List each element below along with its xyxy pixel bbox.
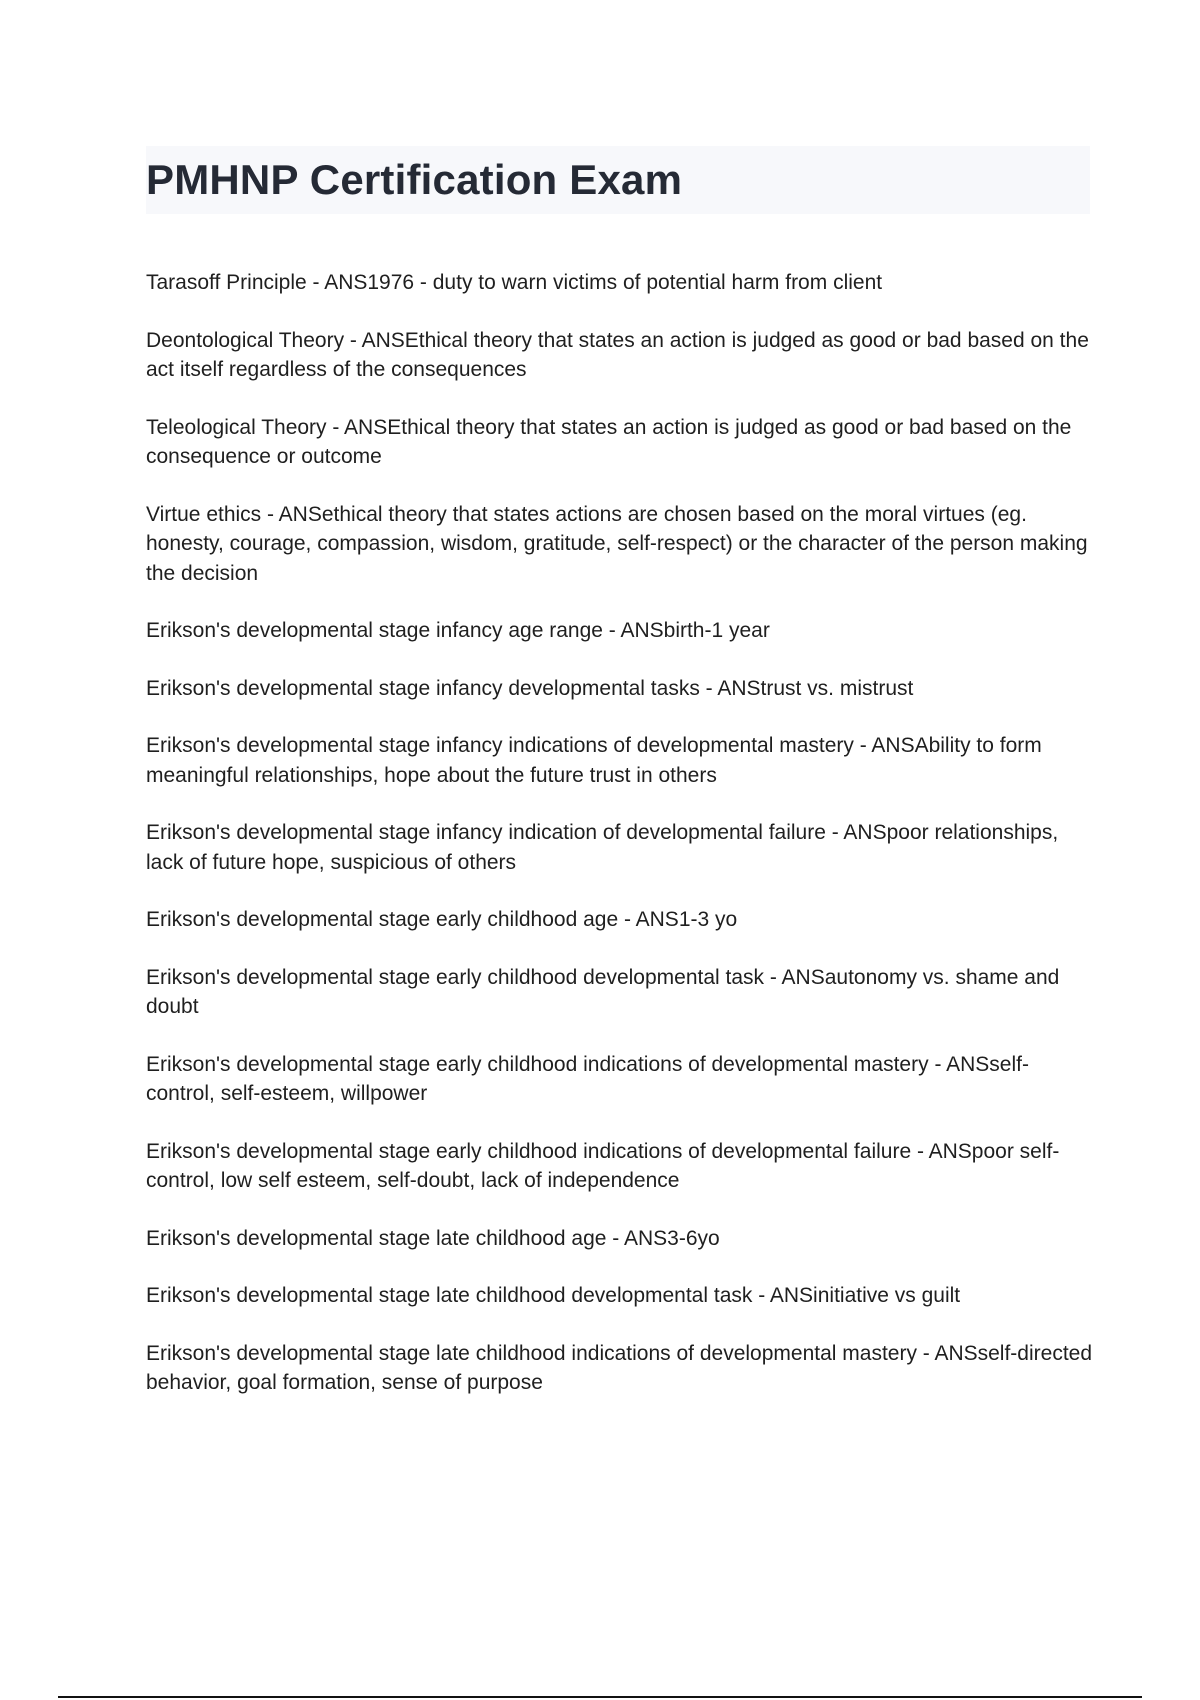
footer-divider: [58, 1696, 1142, 1698]
flashcard-entry-virtue-ethics: Virtue ethics - ANSethical theory that states actions are chosen based on the moral virtues (eg. honesty, courage, compassion, wisdom, gratitude, self-respect) or the character of the person making the decision: [146, 502, 1088, 585]
flashcard-entry-teleological: Teleological Theory - ANSEthical theory that states an action is judged as good or bad based on the consequence or outcome: [146, 415, 1072, 468]
flashcard-entry-early-childhood-task: Erikson's developmental stage early childhood developmental task - ANSautonomy vs. shame and doubt: [146, 965, 1060, 1018]
flashcard-entry-infancy-age: Erikson's developmental stage infancy age range - ANSbirth-1 year: [146, 619, 770, 642]
flashcard-entry-deontological: Deontological Theory - ANSEthical theory that states an action is judged as good or bad based on the act itself regardless of the consequences: [146, 328, 1089, 381]
flashcard-entry-infancy-task: Erikson's developmental stage infancy developmental tasks - ANStrust vs. mistrust: [146, 676, 914, 700]
page-title: PMHNP Certification Exam: [146, 156, 683, 203]
flashcard-entry-infancy-failure: Erikson's developmental stage infancy indication of developmental failure - ANSpoor relationships, lack of future hope, suspicious of others: [146, 821, 1059, 874]
flashcard-entry-tarasoff: Tarasoff Principle - ANS1976 - duty to warn victims of potential harm from client: [146, 271, 883, 294]
flashcard-entry-late-childhood-mastery: Erikson's developmental stage late childhood indications of developmental mastery - ANSself-directed behavior, goal formation, sense of purpose: [146, 1341, 1093, 1394]
flashcard-entry-late-childhood-age: Erikson's developmental stage late childhood age - ANS3-6yo: [146, 1226, 720, 1250]
flashcard-entry-late-childhood-task: Erikson's developmental stage late childhood developmental task - ANSinitiative vs guilt: [146, 1284, 961, 1307]
flashcard-entry-infancy-mastery: Erikson's developmental stage infancy indications of developmental mastery - ANSAbility to form meaningful relationships, hope about the future trust in others: [146, 734, 1042, 787]
flashcard-entry-early-childhood-mastery: Erikson's developmental stage early childhood indications of developmental mastery - ANSself-control, self-esteem, willpower: [146, 1052, 1029, 1105]
flashcard-list: [146, 268, 1096, 1426]
title-banner: [146, 146, 1090, 214]
flashcard-entry-early-childhood-failure: Erikson's developmental stage early childhood indications of developmental failure - ANSpoor self-control, low self esteem, self-doubt, lack of independence: [146, 1139, 1060, 1192]
flashcard-entry-early-childhood-age: Erikson's developmental stage early childhood age - ANS1-3 yo: [146, 908, 738, 931]
